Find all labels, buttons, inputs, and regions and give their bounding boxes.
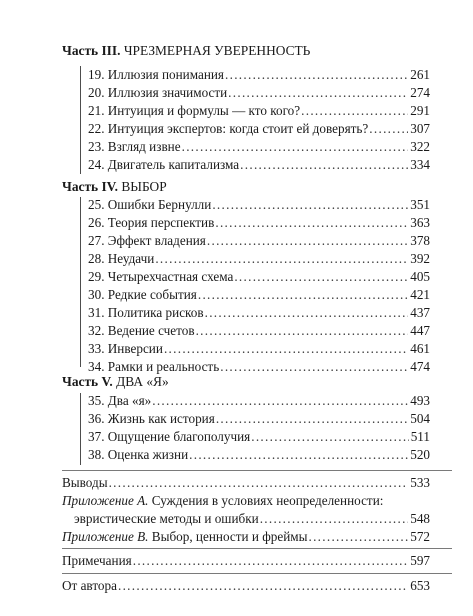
page-number: 322 [410, 139, 430, 154]
page-number: 437 [410, 305, 430, 320]
chapter-number: 21. [88, 103, 105, 118]
page-number: 504 [410, 411, 430, 426]
page-number: 548 [410, 511, 430, 526]
dot-leader [195, 322, 409, 340]
dot-leader [206, 232, 408, 250]
toc-entry[interactable] [88, 322, 430, 340]
page-number: 493 [410, 393, 430, 408]
page-number: 653 [410, 578, 430, 593]
toc-entry[interactable] [88, 138, 430, 156]
dot-leader [233, 268, 408, 286]
part-heading [62, 178, 442, 196]
entry-title: Выбор, ценности и фреймы [151, 529, 308, 544]
page-number: 351 [410, 197, 430, 212]
chapter-title: Интуиция и формулы — кто кого? [107, 103, 301, 118]
toc-entry-author[interactable] [62, 577, 430, 595]
chapter-number: 23. [88, 139, 105, 154]
dot-leader [211, 196, 408, 214]
chapter-number: 28. [88, 251, 105, 266]
chapter-title: Иллюзия значимости [107, 85, 228, 100]
chapter-number: 33. [88, 341, 105, 356]
dot-leader [132, 552, 409, 570]
section-divider [62, 548, 452, 549]
chapter-number: 37. [88, 429, 105, 444]
dot-leader [300, 102, 408, 120]
toc-entry[interactable] [88, 410, 430, 428]
toc-entry[interactable] [88, 232, 430, 250]
chapter-number: 36. [88, 411, 105, 426]
toc-entry[interactable] [88, 340, 430, 358]
dot-leader [215, 410, 408, 428]
page-number: 274 [410, 85, 430, 100]
toc-entry[interactable] [88, 250, 430, 268]
chapter-list [88, 66, 430, 174]
chapter-title: Четырехчастная схема [107, 269, 234, 284]
notes-list [62, 552, 430, 570]
dot-leader [224, 66, 408, 84]
section-vertical-rule [80, 197, 81, 367]
dot-leader [197, 286, 408, 304]
chapter-title: Ведение счетов [107, 323, 195, 338]
toc-entry[interactable] [88, 268, 430, 286]
chapter-title: Интуиция экспертов: когда стоит ей доверять? [107, 121, 369, 136]
page-number: 307 [410, 121, 430, 136]
page-number: 291 [410, 103, 430, 118]
page-number: 405 [410, 269, 430, 284]
toc-entry[interactable] [88, 196, 430, 214]
dot-leader [151, 392, 408, 410]
chapter-title: Рамки и реальность [107, 359, 220, 374]
part-title: ВЫБОР [121, 179, 167, 194]
chapter-number: 30. [88, 287, 105, 302]
dot-leader [108, 474, 409, 492]
toc-entry-appendix-a-line1[interactable] [62, 492, 430, 510]
chapter-title: Инверсии [107, 341, 163, 356]
page-number: 511 [410, 429, 430, 444]
chapter-title: Неудачи [107, 251, 155, 266]
section-divider [62, 470, 452, 471]
entry-title: Суждения в условиях неопределенности: [151, 493, 384, 508]
dot-leader [227, 84, 408, 102]
toc-entry[interactable] [88, 446, 430, 464]
dot-leader [239, 156, 408, 174]
page-number: 572 [410, 529, 430, 544]
chapter-title: Теория перспектив [107, 215, 215, 230]
entry-title: Примечания [62, 553, 132, 568]
chapter-title: Два «я» [107, 393, 152, 408]
page-number: 334 [410, 157, 430, 172]
dot-leader [368, 120, 408, 138]
toc-entry[interactable] [88, 120, 430, 138]
toc-entry-conclusions[interactable] [62, 474, 430, 492]
page-number: 261 [410, 67, 430, 82]
page-number: 378 [410, 233, 430, 248]
chapter-number: 20. [88, 85, 105, 100]
chapter-title: Ошибки Бернулли [107, 197, 212, 212]
part-label: Часть III. [62, 43, 121, 58]
page-number: 520 [410, 447, 430, 462]
chapter-title: Взгляд извне [107, 139, 181, 154]
toc-entry-appendix-b[interactable] [62, 528, 430, 546]
toc-entry[interactable] [88, 102, 430, 120]
toc-entry[interactable] [88, 392, 430, 410]
page-number: 461 [410, 341, 430, 356]
part-heading [62, 373, 442, 391]
chapter-list [88, 392, 430, 464]
toc-entry[interactable] [88, 156, 430, 174]
chapter-number: 34. [88, 359, 105, 374]
toc-entry[interactable] [88, 286, 430, 304]
page-number: 392 [410, 251, 430, 266]
section-divider [62, 573, 452, 574]
chapter-number: 19. [88, 67, 105, 82]
page-number: 421 [410, 287, 430, 302]
author-list [62, 577, 430, 595]
part-title: ЧРЕЗМЕРНАЯ УВЕРЕННОСТЬ [123, 43, 311, 58]
dot-leader [181, 138, 409, 156]
chapter-number: 35. [88, 393, 105, 408]
chapter-title: Редкие события [107, 287, 197, 302]
appendix-label: Приложение А. [62, 493, 149, 508]
section-vertical-rule [80, 393, 81, 465]
page-number: 474 [410, 359, 430, 374]
chapter-number: 24. [88, 157, 105, 172]
chapter-title: Оценка жизни [107, 447, 189, 462]
page-number: 533 [410, 475, 430, 490]
chapter-title: Иллюзия понимания [107, 67, 225, 82]
chapter-number: 27. [88, 233, 105, 248]
chapter-title: Ощущение благополучия [107, 429, 251, 444]
chapter-number: 29. [88, 269, 105, 284]
dot-leader [214, 214, 408, 232]
toc-entry[interactable] [88, 214, 430, 232]
toc-entry[interactable] [88, 304, 430, 322]
part-label: Часть V. [62, 374, 113, 389]
page-number: 447 [410, 323, 430, 338]
chapter-title: Жизнь как история [107, 411, 215, 426]
chapter-number: 26. [88, 215, 105, 230]
toc-entry[interactable] [88, 428, 430, 446]
chapter-number: 31. [88, 305, 105, 320]
dot-leader [250, 428, 408, 446]
chapter-number: 38. [88, 447, 105, 462]
dot-leader [163, 340, 408, 358]
chapter-title: Эффект владения [107, 233, 206, 248]
dot-leader [204, 304, 409, 322]
section-vertical-rule [80, 66, 81, 174]
chapter-number: 32. [88, 323, 105, 338]
dot-leader [307, 528, 408, 546]
chapter-list [88, 196, 430, 376]
entry-title: Выводы [62, 475, 108, 490]
dot-leader [259, 510, 409, 528]
toc-entry[interactable] [88, 66, 430, 84]
backmatter-list [62, 474, 430, 546]
dot-leader [154, 250, 408, 268]
chapter-title: Двигатель капитализма [107, 157, 240, 172]
dot-leader [188, 446, 408, 464]
appendix-label: Приложение В. [62, 529, 149, 544]
page-number: 363 [410, 215, 430, 230]
toc-entry-appendix-a-line2[interactable] [62, 510, 430, 528]
part-title: ДВА «Я» [116, 374, 169, 389]
toc-entry[interactable] [88, 84, 430, 102]
entry-title: От автора [62, 578, 117, 593]
part-label: Часть IV. [62, 179, 118, 194]
part-heading [62, 42, 442, 60]
entry-title-continued: эвристические методы и ошибки [74, 511, 259, 526]
toc-entry-notes[interactable] [62, 552, 430, 570]
chapter-number: 25. [88, 197, 105, 212]
chapter-number: 22. [88, 121, 105, 136]
page-number: 597 [410, 553, 430, 568]
dot-leader [117, 577, 408, 595]
chapter-title: Политика рисков [107, 305, 204, 320]
